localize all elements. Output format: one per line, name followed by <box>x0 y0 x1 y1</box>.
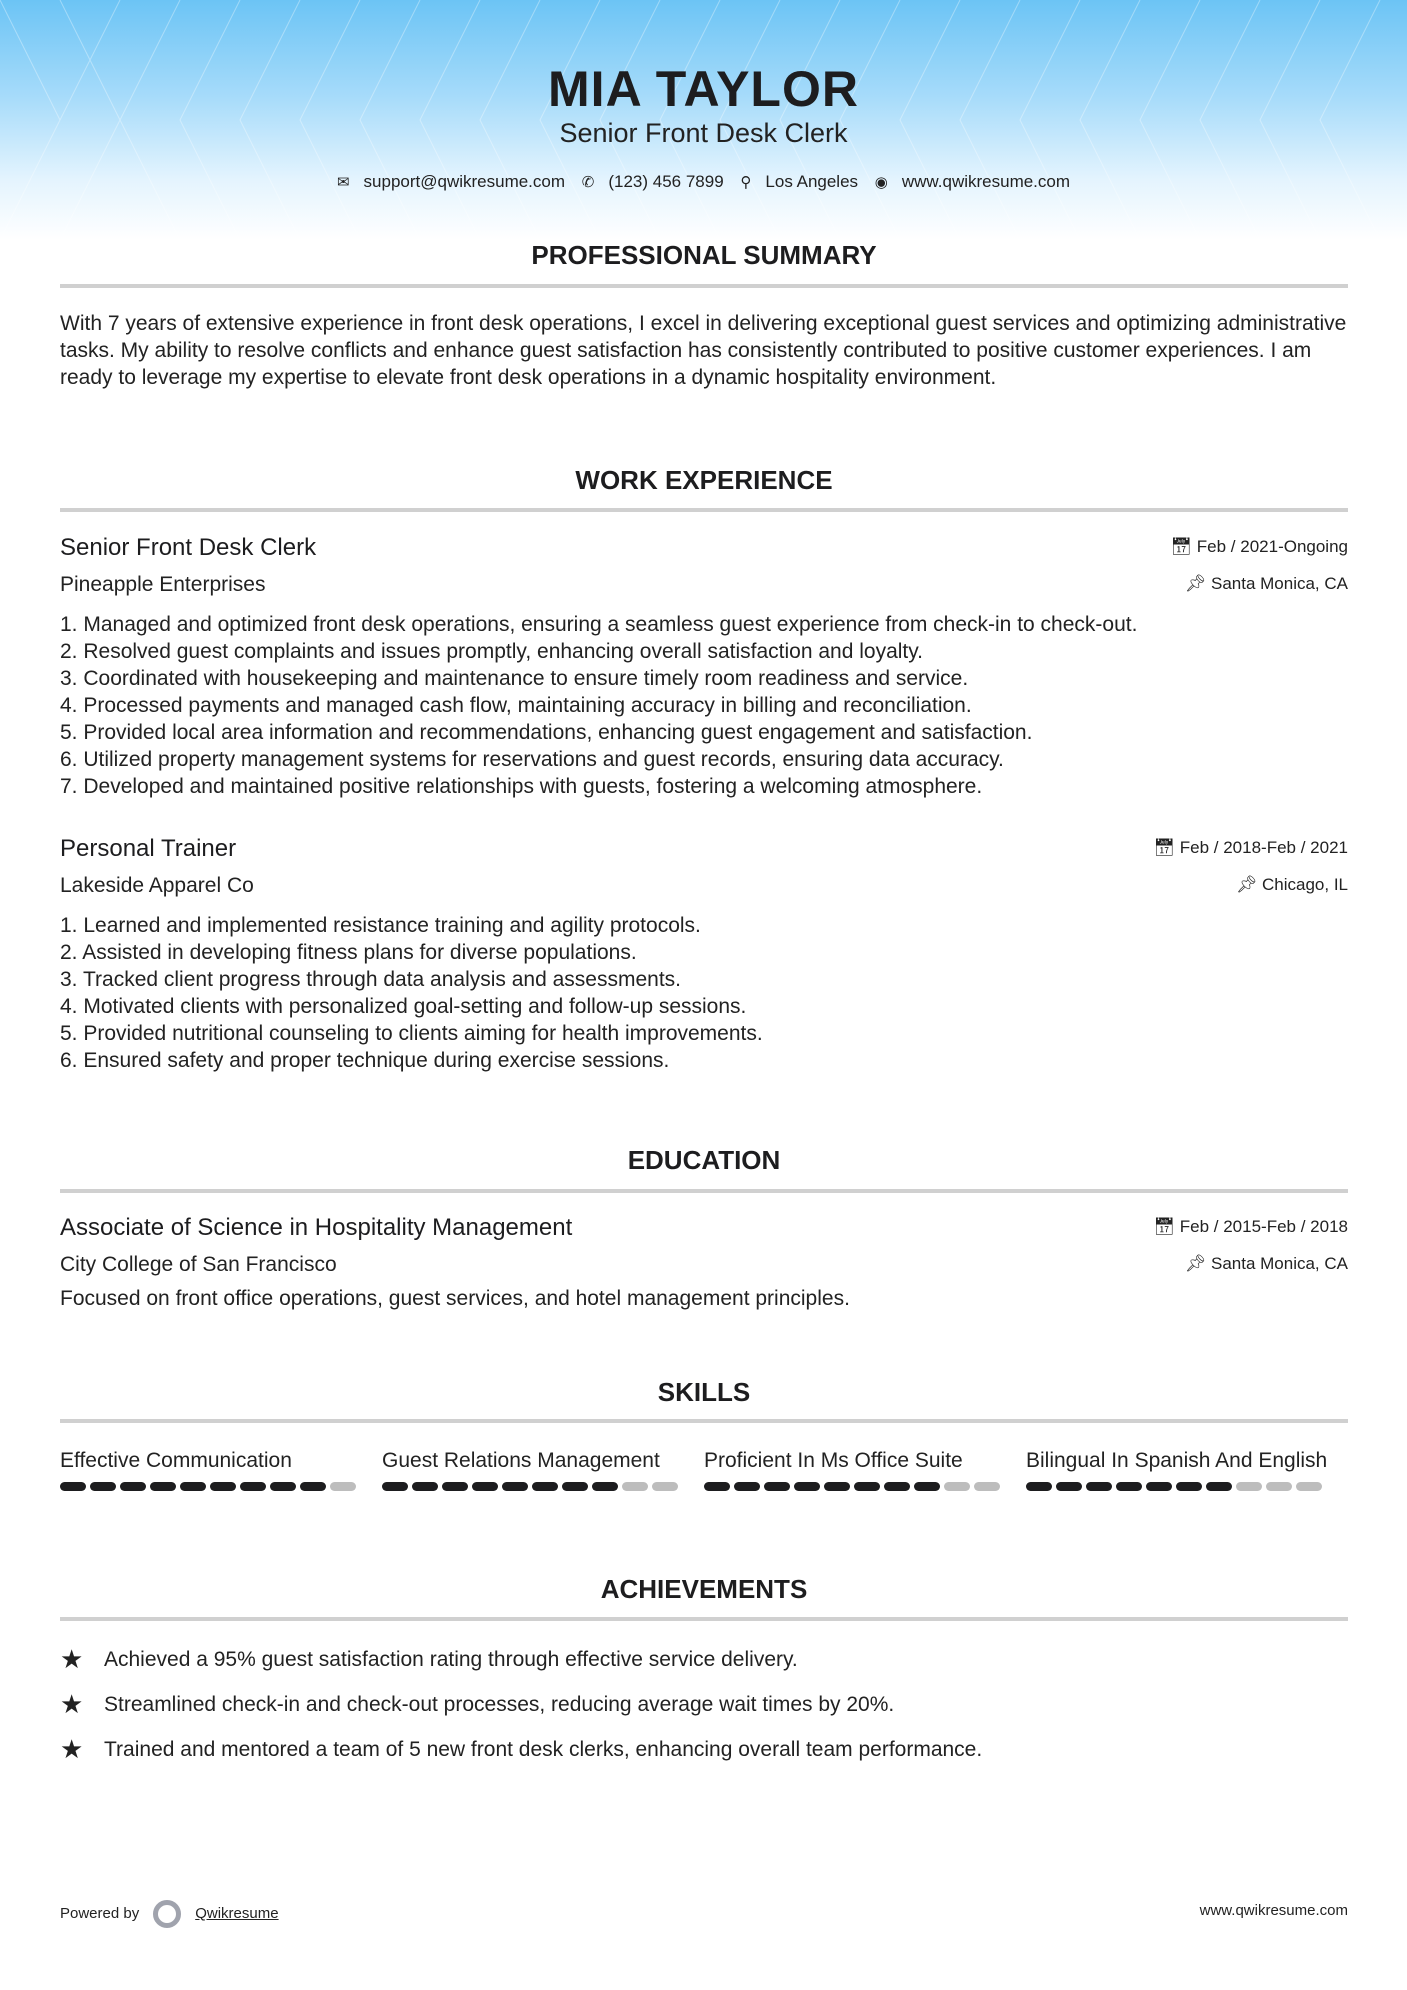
skill-name: Proficient In Ms Office Suite <box>704 1449 963 1472</box>
skill-segment <box>150 1482 176 1491</box>
education-section <box>60 1143 1348 1312</box>
calendar-icon: 📅︎ <box>1170 537 1197 556</box>
email[interactable]: support@qwikresume.com <box>363 172 566 191</box>
list-item: 2. Resolved guest complaints and issues promptly, enhancing overall satisfaction and loyalty. <box>60 640 924 663</box>
list-item: 1. Learned and implemented resistance training and agility protocols. <box>60 914 701 937</box>
achievements-section <box>60 1572 1348 1772</box>
job-dates: Feb / 2021-Ongoing <box>1196 537 1348 556</box>
skill-segment <box>412 1482 438 1491</box>
skill-segment <box>1056 1482 1082 1491</box>
list-item: 5. Provided nutritional counseling to clients aiming for health improvements. <box>60 1022 763 1045</box>
list-item: 6. Ensured safety and proper technique during exercise sessions. <box>60 1049 670 1072</box>
star-icon: ★ <box>60 1734 84 1764</box>
summary-text: With 7 years of extensive experience in front desk operations, I excel in delivering exceptional guest services and optimizing administrative tasks. My ability to resolve conflicts and enhance guest satisfaction has consistently contributed to positive customer experiences. I am ready to leverage my expertise to elevate front desk operations in a dynamic hospitality environment. <box>60 312 1347 389</box>
skill-segment <box>884 1482 910 1491</box>
header-banner <box>0 0 1407 240</box>
skill-segment <box>914 1482 940 1491</box>
section-heading: SKILLS <box>657 1377 751 1407</box>
section-heading: EDUCATION <box>627 1145 781 1175</box>
skill-segment <box>300 1482 326 1491</box>
skill-segment <box>764 1482 790 1491</box>
phone-icon: ✆ <box>581 174 595 191</box>
skill-name: Bilingual In Spanish And English <box>1026 1449 1328 1472</box>
skill-segment <box>854 1482 880 1491</box>
skill-segment <box>1026 1482 1052 1491</box>
skill-segment <box>442 1482 468 1491</box>
achievement-text: Streamlined check-in and check-out processes, reducing average wait times by 20%. <box>104 1692 895 1716</box>
company: Lakeside Apparel Co <box>60 874 254 897</box>
envelope-icon: ✉ <box>336 174 350 191</box>
skill-segment <box>1116 1482 1142 1491</box>
job-title: Senior Front Desk Clerk <box>60 534 317 561</box>
skill-level-bar <box>1026 1482 1348 1491</box>
job-duties <box>60 611 1348 800</box>
achievement-text: Achieved a 95% guest satisfaction rating through effective service delivery. <box>104 1647 798 1671</box>
list-item: 3. Coordinated with housekeeping and maintenance to ensure timely room readiness and service. <box>60 667 969 690</box>
skill-segment <box>562 1482 588 1491</box>
list-item: 5. Provided local area information and recommendations, enhancing guest engagement and satisfaction. <box>60 721 1033 744</box>
pin-icon: 📌︎ <box>1184 574 1211 593</box>
skill-segment <box>502 1482 528 1491</box>
achievement-item <box>60 1727 1348 1772</box>
skill-segment <box>1236 1482 1262 1491</box>
achievement-text: Trained and mentored a team of 5 new front desk clerks, enhancing overall team performance. <box>104 1737 983 1761</box>
job-entry <box>60 832 1348 1074</box>
section-heading: ACHIEVEMENTS <box>600 1574 808 1604</box>
achievement-item <box>60 1682 1348 1727</box>
edu-location: Santa Monica, CA <box>1210 1254 1348 1273</box>
skill-segment <box>704 1482 730 1491</box>
skill-segment <box>1296 1482 1322 1491</box>
job-location: Santa Monica, CA <box>1210 574 1348 593</box>
skill-segment <box>794 1482 820 1491</box>
phone: (123) 456 7899 <box>608 172 724 191</box>
skill-segment <box>1266 1482 1292 1491</box>
skill-segment <box>824 1482 850 1491</box>
candidate-title: Senior Front Desk Clerk <box>559 118 848 148</box>
skill-level-bar <box>60 1482 382 1491</box>
skill-segment <box>472 1482 498 1491</box>
skills-section <box>60 1375 1348 1491</box>
list-item: 7. Developed and maintained positive relationships with guests, fostering a welcoming atmosphere. <box>60 775 983 798</box>
globe-icon: ◉ <box>874 174 888 191</box>
edu-description: Focused on front office operations, guest services, and hotel management principles. <box>60 1287 850 1310</box>
pin-icon: 📌︎ <box>1235 875 1262 894</box>
calendar-icon: 📅︎ <box>1153 838 1180 857</box>
divider <box>60 1189 1348 1193</box>
job-duties <box>60 912 1348 1074</box>
contact-line <box>0 172 1407 192</box>
job-dates: Feb / 2018-Feb / 2021 <box>1179 838 1348 857</box>
skill-segment <box>210 1482 236 1491</box>
location: Los Angeles <box>765 172 859 191</box>
footer-site[interactable]: www.qwikresume.com <box>1199 1902 1348 1919</box>
skill-segment <box>652 1482 678 1491</box>
star-icon: ★ <box>60 1689 84 1719</box>
divider <box>60 1419 1348 1423</box>
job-title: Personal Trainer <box>60 835 237 862</box>
skill-segment <box>622 1482 648 1491</box>
brand-link[interactable]: Qwikresume <box>195 1904 279 1922</box>
skill-name: Effective Communication <box>60 1449 292 1472</box>
qwikresume-logo-icon <box>153 1900 181 1928</box>
skill-item <box>382 1447 704 1491</box>
skill-level-bar <box>382 1482 704 1491</box>
degree: Associate of Science in Hospitality Management <box>60 1214 573 1241</box>
job-location: Chicago, IL <box>1262 875 1348 894</box>
skill-segment <box>532 1482 558 1491</box>
skill-item <box>1026 1447 1348 1491</box>
calendar-icon: 📅︎ <box>1153 1217 1180 1236</box>
list-item: 4. Processed payments and managed cash flow, maintaining accuracy in billing and reconciliation. <box>60 694 972 717</box>
skill-segment <box>974 1482 1000 1491</box>
pin-icon: 📌︎ <box>1184 1254 1211 1273</box>
list-item: 2. Assisted in developing fitness plans for diverse populations. <box>60 941 637 964</box>
divider <box>60 1617 1348 1621</box>
skill-segment <box>1086 1482 1112 1491</box>
skill-segment <box>180 1482 206 1491</box>
skill-segment <box>734 1482 760 1491</box>
skill-segment <box>90 1482 116 1491</box>
powered-by: Powered by <box>60 1904 140 1922</box>
list-item: 6. Utilized property management systems for reservations and guest records, ensuring data accuracy. <box>60 748 1004 771</box>
skill-name: Guest Relations Management <box>382 1449 660 1472</box>
star-icon: ★ <box>60 1644 84 1674</box>
section-heading: PROFESSIONAL SUMMARY <box>531 240 877 270</box>
section-heading: WORK EXPERIENCE <box>575 465 833 495</box>
skill-segment <box>120 1482 146 1491</box>
divider <box>60 508 1348 512</box>
edu-dates: Feb / 2015-Feb / 2018 <box>1179 1217 1348 1236</box>
website[interactable]: www.qwikresume.com <box>901 172 1071 191</box>
skill-segment <box>60 1482 86 1491</box>
skill-segment <box>592 1482 618 1491</box>
list-item: 3. Tracked client progress through data analysis and assessments. <box>60 968 681 991</box>
skill-segment <box>1146 1482 1172 1491</box>
job-entry <box>60 531 1348 800</box>
skill-item <box>60 1447 382 1491</box>
summary-section <box>60 238 1348 391</box>
skill-segment <box>382 1482 408 1491</box>
divider <box>60 284 1348 288</box>
achievement-item <box>60 1637 1348 1682</box>
skill-segment <box>240 1482 266 1491</box>
skill-segment <box>270 1482 296 1491</box>
skill-item <box>704 1447 1026 1491</box>
candidate-name: MIA TAYLOR <box>548 61 859 117</box>
skill-segment <box>944 1482 970 1491</box>
school: City College of San Francisco <box>60 1253 337 1276</box>
work-section <box>60 463 1348 512</box>
list-item: 4. Motivated clients with personalized goal-setting and follow-up sessions. <box>60 995 747 1018</box>
list-item: 1. Managed and optimized front desk operations, ensuring a seamless guest experience from check-in to check-out. <box>60 613 1138 636</box>
company: Pineapple Enterprises <box>60 573 266 596</box>
footer <box>60 1900 1348 1928</box>
map-pin-icon: ⚲ <box>740 174 752 191</box>
skill-level-bar <box>704 1482 1026 1491</box>
skill-segment <box>330 1482 356 1491</box>
skill-segment <box>1206 1482 1232 1491</box>
skill-segment <box>1176 1482 1202 1491</box>
